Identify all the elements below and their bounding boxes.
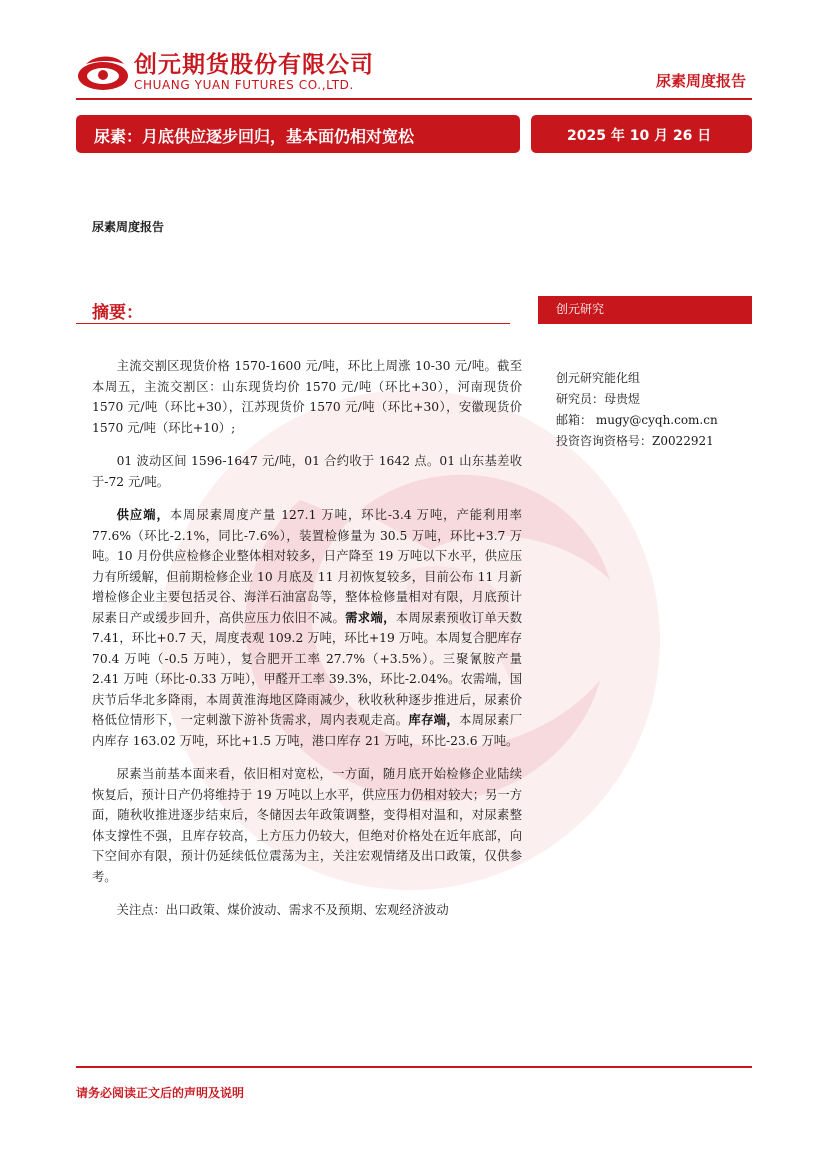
report-subtitle: 尿素周度报告 [92,220,165,234]
research-label-box [538,296,752,324]
research-label: 创元研究 [556,302,605,316]
report-title: 尿素：月底供应逐步回归，基本面仍相对宽松 [94,127,415,146]
price-paragraph: 主流交割区现货价格 1570-1600 元/吨，环比上周涨 10-30 元/吨。截至本周五，主流交割区：山东现货均价 1570 元/吨（环比+30），河南现货价 1570 元/吨（环比+30），江苏现货价 1570 元/吨（环比+30），安徽现货价 1570 元/吨（环比+10）; [92,359,522,435]
demand-text: 本周尿素预收订单天数 7.41，环比+0.7 天，周度表观 109.2 万吨，环比+19 万吨。本周复合肥库存 70.4 万吨（-0.5 万吨），复合肥开工率 27.7%（+3.5%）。三聚氰胺产量 2.41 万吨（环比-0.33 万吨），甲醛开工率 39.3%，环比-2.04%。农需端，国庆节后华北多降雨，本周黄淮海地区降雨减少，秋收秋种逐步推进后，尿素价格低位情形下，一定刺激下游补货需求，周内表观走高。 [92,610,522,727]
header-report-type: 尿素周度报告 [655,72,746,90]
header-divider [76,98,752,100]
abstract-heading: 摘要： [92,303,143,323]
license-number: 投资咨询资格号：Z0022921 [556,434,714,448]
inventory-text: 本周尿素厂内库存 163.02 万吨，环比+1.5 万吨，港口库存 21 万吨，环比-23.6 万吨。 [92,713,522,748]
abstract-divider [76,323,510,324]
company-logo-icon [76,52,130,92]
footer-divider [76,1066,752,1068]
outlook-paragraph: 尿素当前基本面来看，依旧相对宽松，一方面，随月底开始检修企业陆续恢复后，预计日产仍将维持于 19 万吨以上水平，供应压力仍相对较大；另一方面，随秋收推进逐步结束后，冬储因去年政策调整，变得相对温和，对尿素整体支撑性不强，且库存较高，上方压力仍较大，但绝对价格处在近年底部，向下空间亦有限，预计仍延续低位震荡为主，关注宏观情绪及出口政策，仅供参考。 [92,767,522,884]
research-group: 创元研究能化组 [556,371,641,385]
fundamentals-paragraph [92,505,522,751]
supply-label: 供应端， [116,508,170,522]
researcher-name: 研究员：母贵煜 [556,392,641,406]
focus-points: 关注点：出口政策、煤价波动、需求不及预期、宏观经济波动 [116,903,449,917]
report-date: 2025 年 10 月 26 日 [567,128,712,144]
company-name-cn: 创元期货股份有限公司 [134,52,374,78]
inventory-label: 库存端， [408,713,460,727]
date-banner [531,115,752,153]
demand-label: 需求端， [345,610,396,625]
disclaimer-note: 请务必阅读正文后的声明及说明 [76,1086,245,1100]
supply-text: 本周尿素周度产量 127.1 万吨，环比-3.4 万吨，产能利用率 77.6%（环比-2.1%，同比-7.6%），装置检修量为 30.5 万吨，环比+3.7 万吨。10 月份供应检修企业整体相对较多，日产降至 19 万吨以下水平，供应压力有所缓解，但前期检修企业 10 月底及 11 月初恢复较多，目前公布 11 月新增检修企业主要包括灵谷、海洋石油富岛等，整体检修量相对有限，月底预计尿素日产或缓步回升，高供应压力依旧不减。 [92,508,522,625]
abstract-body [92,356,522,934]
researcher-email: 邮箱： mugy@cyqh.com.cn [556,413,718,427]
futures-paragraph: 01 波动区间 1596-1647 元/吨，01 合约收于 1642 点。01 山东基差收于-72 元/吨。 [92,454,522,489]
analyst-info [556,368,752,452]
title-banner [76,115,520,153]
company-name-en: CHUANG YUAN FUTURES CO.,LTD. [134,78,354,92]
